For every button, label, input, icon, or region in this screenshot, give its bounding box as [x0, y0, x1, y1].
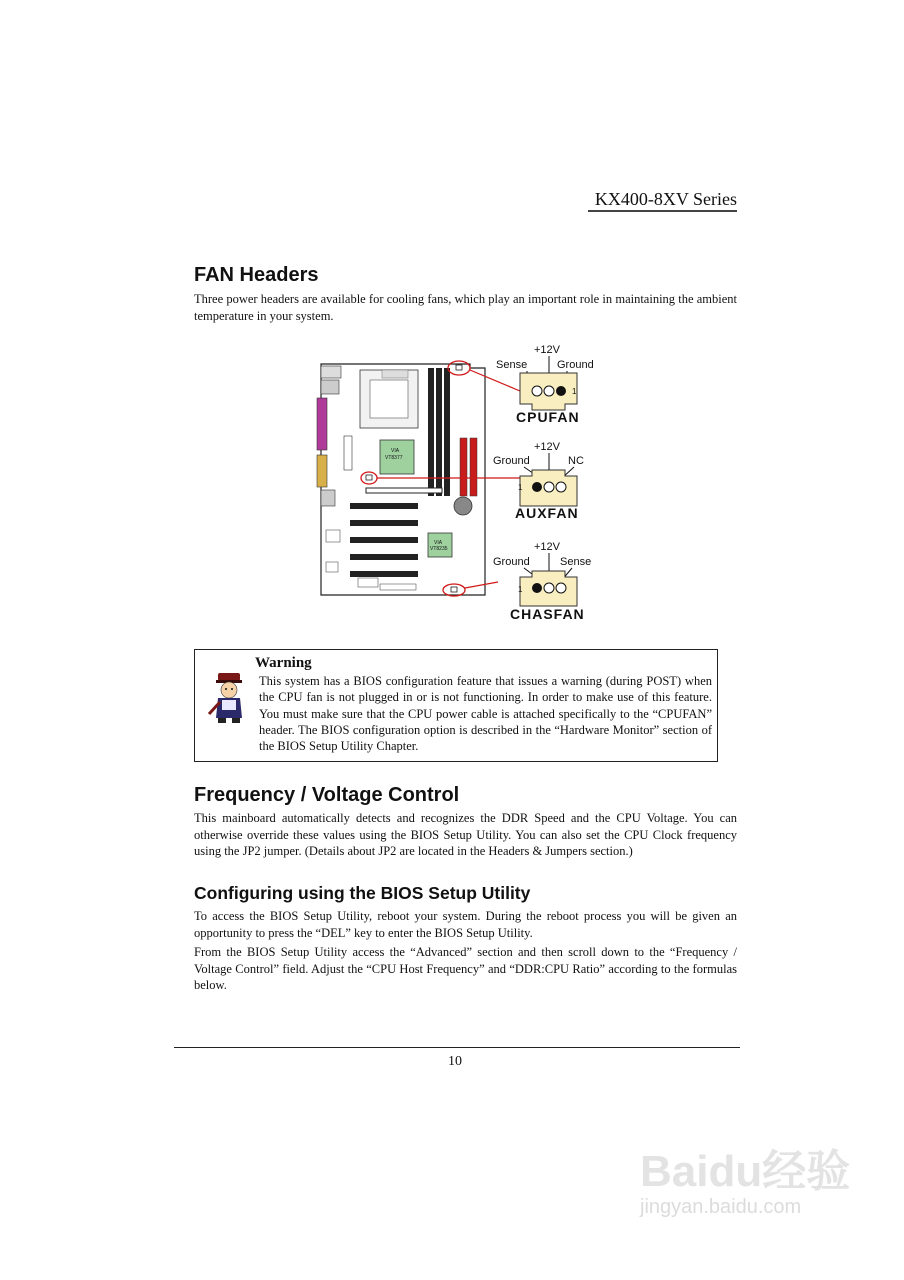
bios-config-heading: Configuring using the BIOS Setup Utility: [194, 883, 531, 903]
fan-headers-heading: FAN Headers: [194, 264, 319, 286]
watermark-url: jingyan.baidu.com: [640, 1196, 802, 1218]
watermark-brand: Baidu经验: [640, 1147, 851, 1196]
chasfan-ground-label: Ground: [493, 556, 530, 568]
police-mascot-icon: [206, 670, 252, 724]
header-rule: [588, 210, 737, 212]
fan-header-diagram: [300, 340, 620, 630]
warning-text: This system has a BIOS configuration feature that issues a warning (during POST) when the CPU fan is not plugged in or is not functioning. In order to make use of this feature. You must make sure that the CPU power cable is attached specifically to the “CPUFAN” header. The BIOS configuration option is described in the “Hardware Monitor” section of the BIOS Setup Utility Chapter.: [259, 674, 712, 754]
cpufan-ground-label: Ground: [557, 359, 594, 371]
chasfan-12v-label: +12V: [534, 541, 560, 553]
frequency-voltage-text: This mainboard automatically detects and recognizes the DDR Speed and the CPU Voltage. You can otherwise override these values using the BIOS Setup Utility. You can also set the CPU Clock frequency using the JP2 jumper. (Details about JP2 are located in the Headers & Jumpers section.): [194, 811, 737, 858]
auxfan-12v-label: +12V: [534, 441, 560, 453]
south-bridge-label: VIA: [434, 540, 443, 546]
page-number: 10: [448, 1054, 462, 1069]
chasfan-pin1: 1: [518, 585, 523, 594]
cpufan-sense-label: Sense: [496, 359, 528, 371]
chasfan-header: [493, 541, 591, 622]
bios-config-para-2: From the BIOS Setup Utility access the “Advanced” section and then scroll down to the “Frequency / Voltage Control” field. Adjust the “CPU Host Frequency” and “DDR:CPU Ratio” according to the formulas below.: [194, 945, 737, 992]
fan-headers-intro: Three power headers are available for cooling fans, which play an important role in maintaining the ambient temperature in your system.: [194, 292, 737, 323]
chasfan-sense-label: Sense: [560, 556, 592, 568]
north-bridge-model: VT8377: [385, 455, 403, 461]
south-bridge-model: VT8235: [430, 546, 448, 552]
series-title: KX400-8XV Series: [594, 189, 737, 209]
auxfan-ground-label: Ground: [493, 455, 530, 467]
north-bridge-label: VIA: [391, 448, 400, 454]
auxfan-pin1: 1: [518, 483, 523, 492]
cpufan-12v-label: +12V: [534, 344, 560, 356]
auxfan-label: AUXFAN: [515, 505, 579, 521]
cpufan-label: CPUFAN: [516, 409, 580, 425]
cpufan-header: [496, 344, 594, 425]
auxfan-header: [493, 441, 584, 521]
cpufan-pin1: 1: [572, 387, 577, 396]
auxfan-nc-label: NC: [568, 455, 584, 467]
chasfan-label: CHASFAN: [510, 606, 585, 622]
frequency-voltage-heading: Frequency / Voltage Control: [194, 784, 460, 806]
baidu-watermark: [640, 1147, 860, 1219]
footer-rule: [174, 1047, 740, 1048]
warning-title: Warning: [255, 655, 312, 671]
bios-config-para-1: To access the BIOS Setup Utility, reboot your system. During the reboot process you will be given an opportunity to press the “DEL” key to enter the BIOS Setup Utility.: [194, 909, 737, 940]
